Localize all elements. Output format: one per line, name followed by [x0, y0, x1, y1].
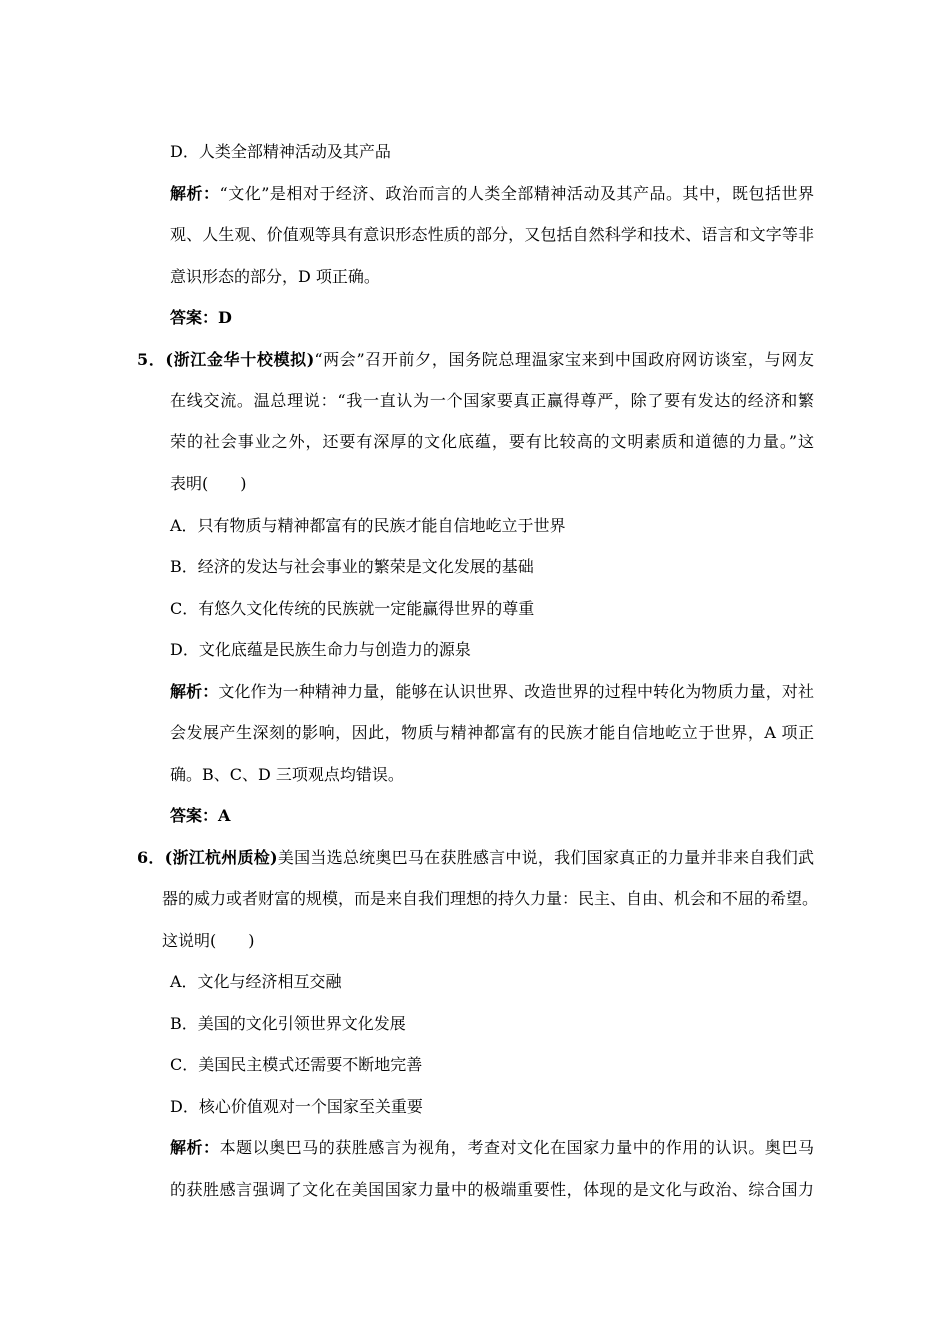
q4-option-d: D．人类全部精神活动及其产品 — [170, 142, 391, 161]
q6-stem-line-3: 这说明( ) — [162, 931, 255, 950]
q6-stem-text-1: 美国当选总统奥巴马在获胜感言中说，我们国家真正的力量并非来自我们武 — [277, 848, 814, 867]
q4-analysis-line-3: 意识形态的部分，D 项正确。 — [170, 267, 380, 286]
q5-stem-line-3: 荣的社会事业之外，还要有深厚的文化底蕴，要有比较高的文明素质和道德的力量。”这 — [170, 432, 814, 451]
q5-analysis-line-2: 会发展产生深刻的影响，因此，物质与精神都富有的民族才能自信地屹立于世界，A 项正 — [170, 723, 814, 742]
q5-option-c: C．有悠久文化传统的民族就一定能赢得世界的尊重 — [170, 599, 535, 618]
q6-analysis-line-2: 的获胜感言强调了文化在美国国家力量中的极端重要性，体现的是文化与政治、综合国力 — [170, 1180, 814, 1199]
q5-option-a: A．只有物质与精神都富有的民族才能自信地屹立于世界 — [170, 516, 566, 535]
q5-number: 5． — [137, 350, 166, 369]
q5-analysis-line-3: 确。B、C、D 三项观点均错误。 — [170, 765, 404, 784]
q6-analysis-label: 解析： — [170, 1138, 220, 1157]
q5-analysis-text-1: 文化作为一种精神力量，能够在认识世界、改造世界的过程中转化为物质力量，对社 — [218, 682, 814, 701]
q6-stem-line-1 — [137, 847, 814, 869]
q5-answer-label: 答案： — [170, 806, 219, 825]
q4-analysis-line-2: 观、人生观、价值观等具有意识形态性质的部分，又包括自然科学和技术、语言和文字等非 — [170, 225, 814, 244]
q5-stem-line-2: 在线交流。温总理说：“我一直认为一个国家要真正赢得尊严，除了要有发达的经济和繁 — [170, 391, 814, 410]
q5-stem-line-1 — [137, 349, 814, 371]
q5-analysis-label: 解析： — [170, 682, 219, 701]
q6-analysis-text-1: 本题以奥巴马的获胜感言为视角，考查对文化在国家力量中的作用的认识。奥巴马 — [219, 1138, 814, 1157]
q6-stem-line-2: 器的威力或者财富的规模，而是来自我们理想的持久力量：民主、自由、机会和不屈的希望。 — [162, 889, 819, 908]
q6-option-b: B．美国的文化引领世界文化发展 — [170, 1014, 406, 1033]
q5-stem-line-4: 表明( ) — [170, 474, 247, 493]
q5-answer — [170, 805, 230, 827]
q6-option-d: D．核心价值观对一个国家至关重要 — [170, 1097, 423, 1116]
q5-option-b: B．经济的发达与社会事业的繁荣是文化发展的基础 — [170, 557, 534, 576]
q5-source: (浙江金华十校模拟) — [165, 350, 315, 369]
q4-answer-label: 答案： — [170, 308, 219, 327]
q5-answer-value: A — [218, 806, 231, 825]
q4-analysis-text-1: “文化”是相对于经济、政治而言的人类全部精神活动及其产品。其中，既包括世界 — [219, 184, 814, 203]
q5-stem-text-1: “两会”召开前夕，国务院总理温家宝来到中国政府网访谈室，与网友 — [314, 350, 814, 369]
q6-option-a: A．文化与经济相互交融 — [170, 972, 342, 991]
q6-option-c: C．美国民主模式还需要不断地完善 — [170, 1055, 423, 1074]
q4-analysis-label: 解析： — [170, 184, 220, 203]
q6-analysis-line-1 — [170, 1137, 814, 1159]
q5-option-d: D．文化底蕴是民族生命力与创造力的源泉 — [170, 640, 471, 659]
q4-answer-value: D — [218, 308, 232, 327]
q5-analysis-line-1 — [170, 681, 814, 703]
q6-source: (浙江杭州质检) — [164, 848, 278, 867]
q6-number: 6． — [137, 848, 165, 867]
q4-answer — [170, 307, 232, 329]
q4-analysis-line-1 — [170, 183, 814, 205]
